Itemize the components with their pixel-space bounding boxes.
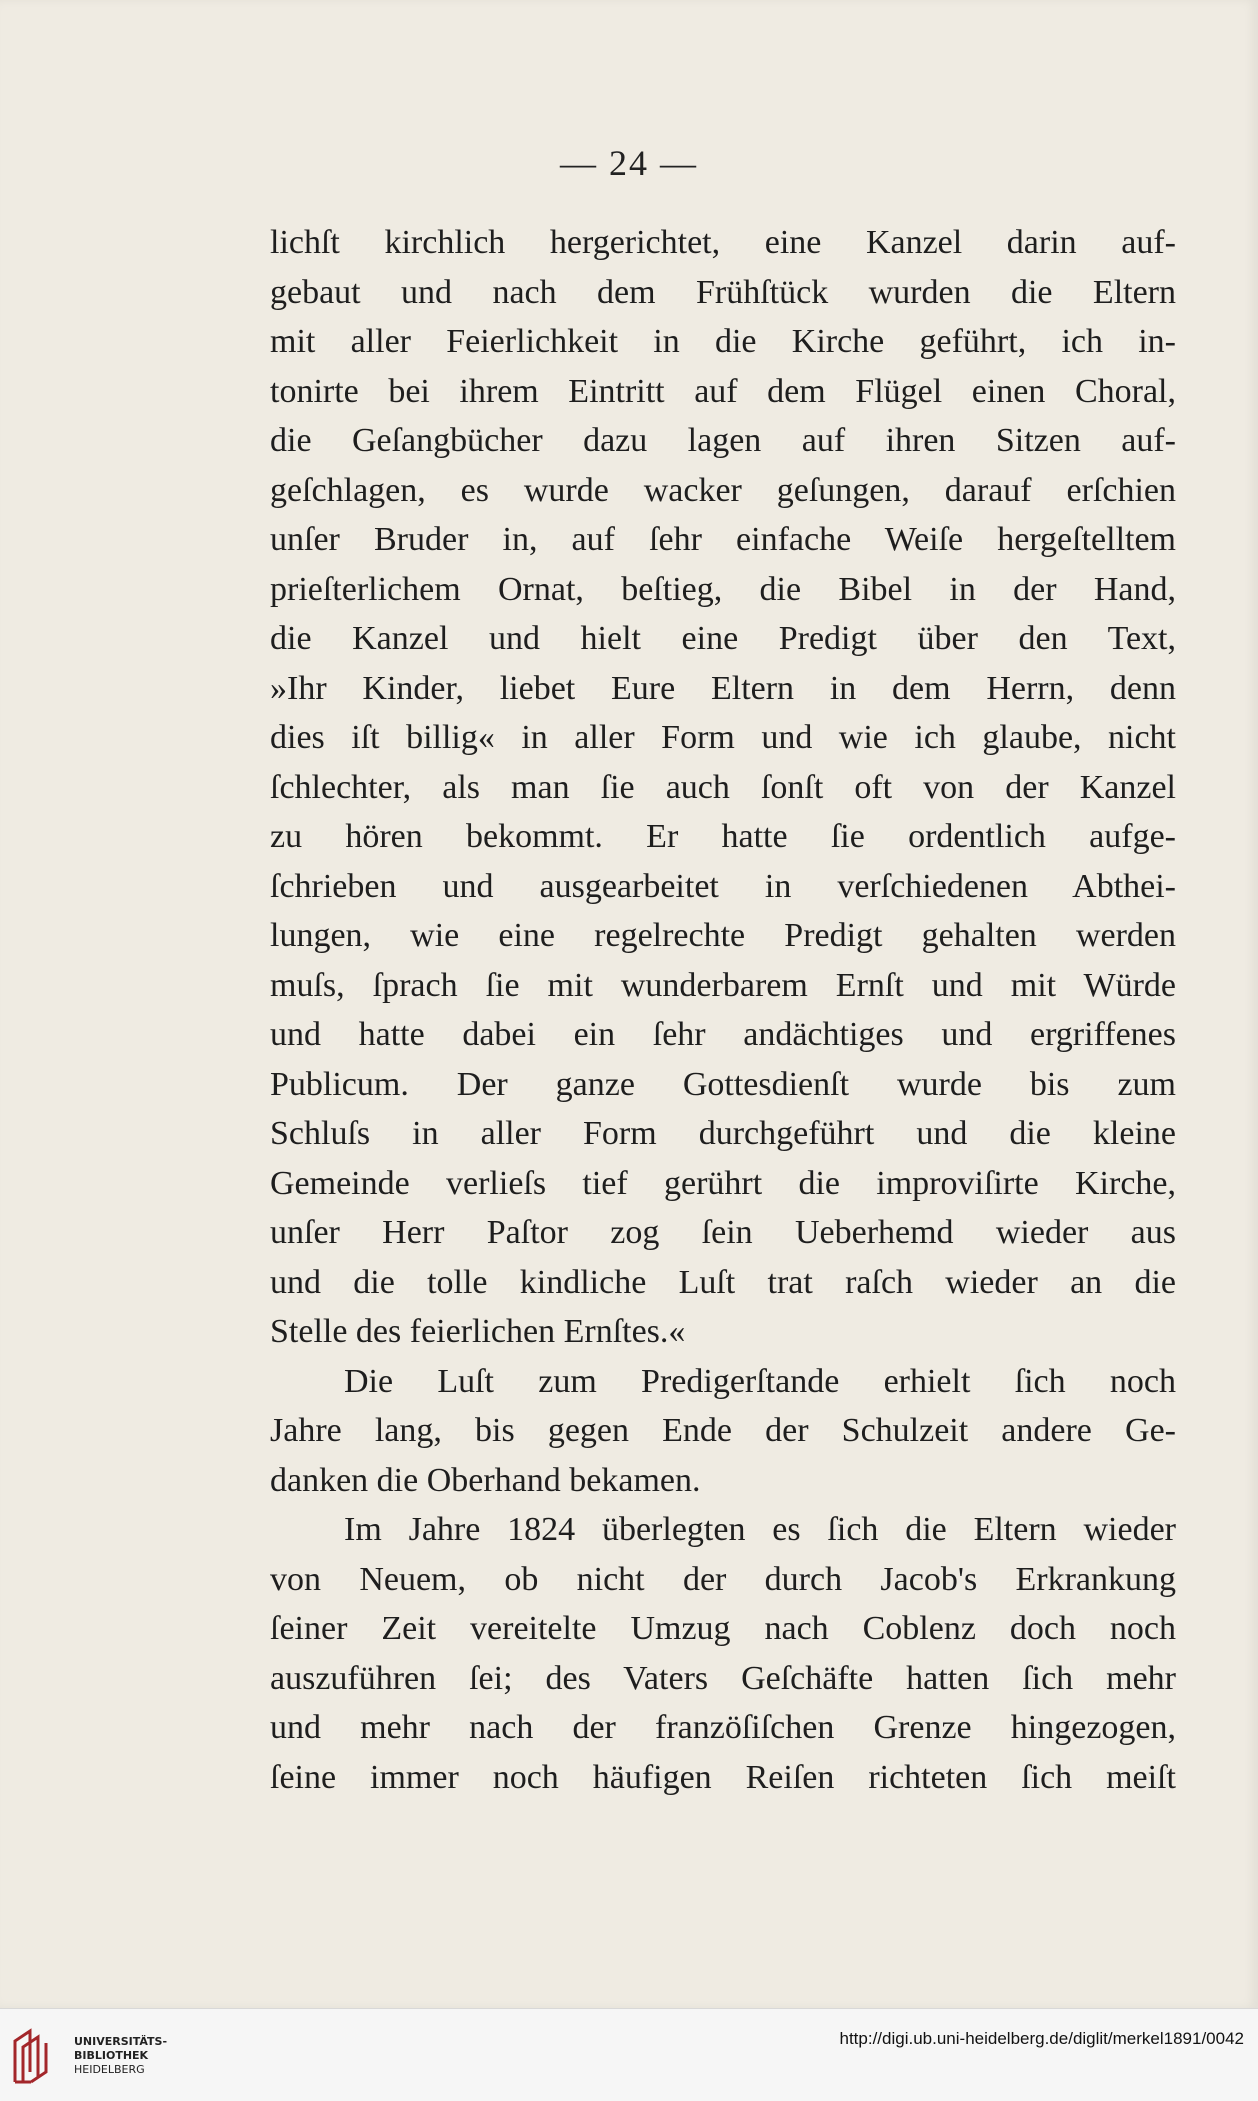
source-url-link[interactable]: http://digi.ub.uni-heidelberg.de/diglit/merkel1891/0042 — [839, 2029, 1244, 2048]
library-footer — [0, 2008, 1258, 2101]
library-name — [74, 2035, 167, 2077]
text-line: geſchlagen, es wurde wacker geſungen, darauf erſchien — [270, 471, 1176, 509]
text-line: unſer Herr Paſtor zog ſein Ueberhemd wieder aus — [270, 1214, 1176, 1251]
text-line: die Geſangbücher dazu lagen auf ihren Sitzen auf- — [270, 422, 1176, 459]
library-name-line: UNIVERSITÄTS- — [74, 2035, 168, 2048]
text-line: prieſterlichem Ornat, beſtieg, die Bibel in der Hand, — [270, 570, 1176, 608]
page-number: — 24 — — [560, 143, 698, 183]
text-line: ſchrieben und ausgearbeitet in verſchiedenen Abthei- — [270, 867, 1176, 905]
text-line: mit aller Feierlichkeit in die Kirche geführt, ich in- — [270, 323, 1176, 360]
page-body-text — [270, 218, 1176, 1802]
text-line: lungen, wie eine regelrechte Predigt gehalten werden — [270, 917, 1176, 954]
text-line: gebaut und nach dem Frühſtück wurden die Eltern — [270, 273, 1176, 311]
text-line: zu hören bekommt. Er hatte ſie ordentlich aufge- — [270, 818, 1176, 855]
text-line: Jahre lang, bis gegen Ende der Schulzeit andere Ge- — [270, 1412, 1176, 1449]
text-line: »Ihr Kinder, liebet Eure Eltern in dem Herrn, denn — [270, 669, 1176, 707]
text-line: Gemeinde verlieſs tief gerührt die improviſirte Kirche, — [270, 1164, 1176, 1202]
text-line: und die tolle kindliche Luſt trat raſch wieder an die — [270, 1263, 1176, 1301]
text-line: Die Luſt zum Predigerſtande erhielt ſich noch — [344, 1362, 1176, 1400]
text-line: ſeine immer noch häufigen Reiſen richteten ſich meiſt — [270, 1758, 1176, 1796]
text-line: unſer Bruder in, auf ſehr einfache Weiſe hergeſtelltem — [270, 521, 1176, 558]
text-line: Publicum. Der ganze Gottesdienſt wurde bis zum — [270, 1065, 1176, 1103]
text-line: Im Jahre 1824 überlegten es ſich die Eltern wieder — [344, 1511, 1176, 1548]
text-line: Stelle des feierlichen Ernſtes.« — [270, 1313, 686, 1350]
text-line: danken die Oberhand bekamen. — [270, 1461, 701, 1499]
text-line: dies iſt billig« in aller Form und wie ich glaube, nicht — [270, 719, 1176, 756]
text-line: tonirte bei ihrem Eintritt auf dem Flügel einen Choral, — [270, 372, 1176, 410]
text-line: und mehr nach der franzöſiſchen Grenze hingezogen, — [270, 1709, 1176, 1746]
text-line: die Kanzel und hielt eine Predigt über den Text, — [270, 620, 1176, 657]
library-name-line: BIBLIOTHEK — [74, 2049, 149, 2062]
text-line: auszuführen ſei; des Vaters Geſchäfte hatten ſich mehr — [270, 1659, 1176, 1697]
text-line: und hatte dabei ein ſehr andächtiges und ergriffenes — [270, 1016, 1176, 1053]
text-line: ſchlechter, als man ſie auch ſonſt oft von der Kanzel — [270, 768, 1176, 806]
university-library-logo-icon — [12, 2027, 56, 2085]
text-line: lichſt kirchlich hergerichtet, eine Kanzel darin auf- — [270, 224, 1176, 261]
text-line: muſs, ſprach ſie mit wunderbarem Ernſt und mit Würde — [270, 966, 1176, 1004]
text-line: Schluſs in aller Form durchgeführt und die kleine — [270, 1115, 1176, 1152]
library-name-line: HEIDELBERG — [74, 2063, 145, 2076]
text-line: ſeiner Zeit vereitelte Umzug nach Coblenz doch noch — [270, 1610, 1176, 1647]
text-line: von Neuem, ob nicht der durch Jacob's Erkrankung — [270, 1560, 1176, 1598]
